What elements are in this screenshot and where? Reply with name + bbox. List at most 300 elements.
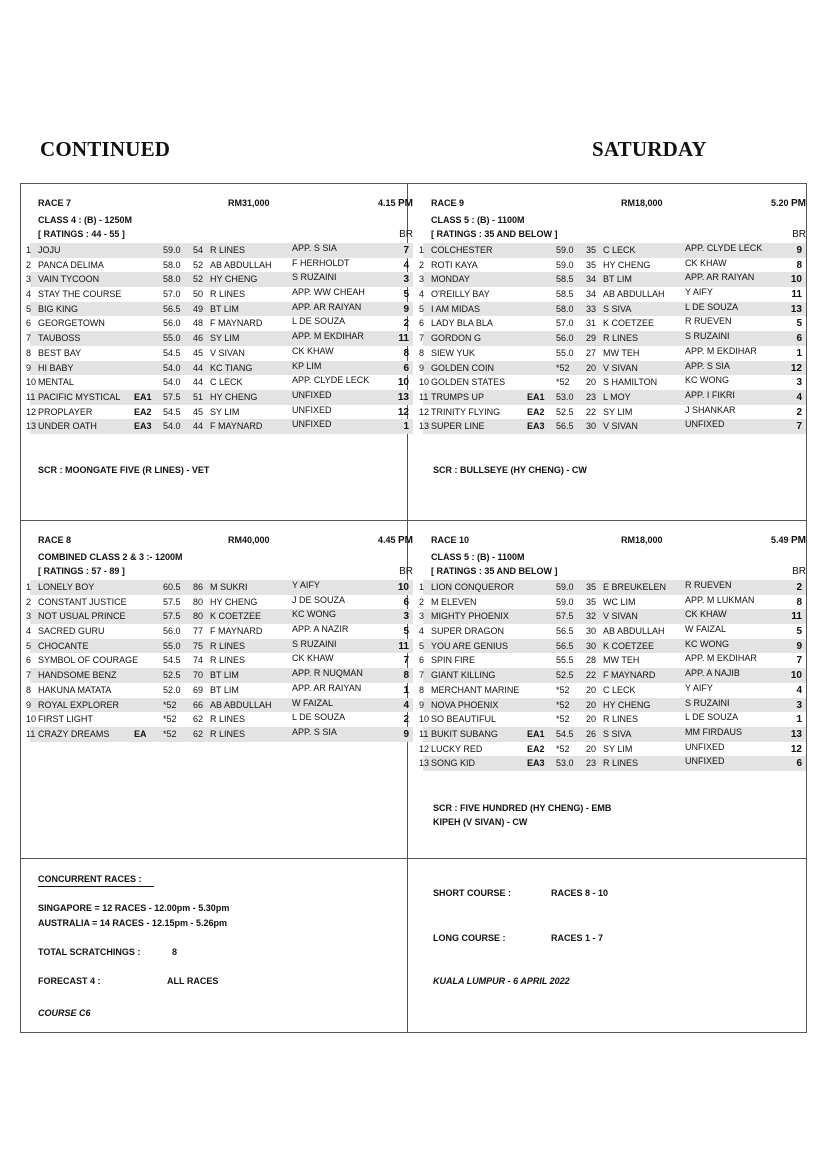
scratching-race-7: SCR : MOONGATE FIVE (R LINES) - VET: [38, 465, 210, 475]
horse-name: PANCA DELIMA: [38, 259, 104, 270]
barrier-draw: 5: [403, 289, 409, 301]
rating: 31: [586, 318, 597, 329]
runner-row: [20, 405, 413, 420]
race-prize: RM40,000: [228, 535, 270, 545]
entry-code: EA2: [134, 406, 152, 417]
weight: 57.5: [163, 391, 181, 402]
jockey-name: E BREUKELEN: [603, 582, 667, 592]
weight: 59.0: [556, 259, 574, 270]
runner-row: [413, 331, 806, 346]
header-day: SATURDAY: [592, 137, 707, 161]
trainer-name: CK KHAW: [685, 257, 727, 268]
weight: *52: [556, 714, 570, 725]
runner-number: 8: [26, 347, 32, 358]
runner-number: 13: [419, 758, 430, 769]
rating: 20: [586, 362, 597, 373]
weight: 54.0: [163, 377, 181, 388]
jockey-name: SY LIM: [210, 406, 240, 417]
jockey-name: HY CHENG: [210, 391, 258, 402]
rating: 23: [586, 391, 597, 402]
horse-name: SPIN FIRE: [431, 655, 476, 666]
horse-name: GORDON G: [431, 333, 482, 344]
trainer-name: APP. M EKDIHAR: [685, 653, 757, 664]
row-divider-bottom: [20, 858, 807, 859]
course-label: COURSE C6: [38, 1008, 91, 1018]
trainer-name: MM FIRDAUS: [685, 726, 742, 737]
horse-name: SUPER DRAGON: [431, 626, 505, 637]
race-ratings: [ RATINGS : 35 AND BELOW ]: [431, 229, 558, 239]
weight: *52: [163, 699, 177, 710]
horse-name: VAIN TYCOON: [38, 274, 100, 285]
scratching-race-10-b: KIPEH (V SIVAN) - CW: [433, 817, 528, 827]
race-prize: RM18,000: [621, 535, 663, 545]
runner-number: 7: [419, 333, 425, 344]
trainer-name: APP. M EKDIHAR: [685, 345, 757, 356]
trainer-name: S RUZAINI: [292, 272, 337, 283]
runner-row: [413, 668, 806, 683]
rating: 52: [193, 274, 204, 285]
runner-number: 1: [419, 582, 425, 592]
trainer-name: Y AIFY: [685, 287, 713, 298]
barrier-draw: 3: [796, 699, 802, 711]
runner-row: [20, 639, 413, 654]
race-title: RACE 7: [38, 198, 72, 208]
jockey-name: R LINES: [210, 289, 246, 300]
scratching-race-9: SCR : BULLSEYE (HY CHENG) - CW: [433, 465, 587, 475]
rating: 50: [193, 289, 204, 300]
runner-row: [20, 346, 413, 361]
barrier-draw: 10: [790, 670, 802, 682]
horse-name: GIANT KILLING: [431, 670, 496, 681]
barrier-draw: 5: [796, 318, 802, 330]
trainer-name: KC WONG: [685, 638, 729, 649]
entry-code: EA3: [527, 758, 545, 769]
rating: 22: [586, 406, 597, 417]
rating: 80: [193, 596, 204, 607]
jockey-name: R LINES: [603, 333, 639, 344]
runner-number: 4: [419, 289, 425, 300]
jockey-name: AB ABDULLAH: [603, 289, 665, 300]
race-prize: RM18,000: [621, 198, 663, 208]
jockey-name: R LINES: [210, 714, 246, 725]
row-divider-top: [20, 520, 807, 521]
rating: 52: [193, 259, 204, 270]
rating: 22: [586, 670, 597, 681]
barrier-draw: 4: [796, 684, 802, 696]
weight: 57.0: [163, 289, 181, 300]
barrier-draw: 9: [403, 303, 409, 315]
weight: 54.0: [163, 362, 181, 373]
runner-row: [20, 653, 413, 668]
total-scratchings-label: TOTAL SCRATCHINGS :: [38, 947, 141, 957]
horse-name: ROTI KAYA: [431, 259, 478, 270]
weight: 59.0: [163, 245, 181, 255]
weight: 59.0: [556, 596, 574, 607]
barrier-header: BR: [792, 566, 806, 577]
rating: 44: [193, 362, 204, 373]
barrier-draw: 2: [403, 714, 409, 726]
weight: 56.5: [556, 626, 574, 637]
runner-row: [20, 287, 413, 302]
jockey-name: R LINES: [603, 714, 639, 725]
race-ratings: [ RATINGS : 35 AND BELOW ]: [431, 566, 558, 576]
jockey-name: BT LIM: [210, 303, 239, 314]
entry-code: EA1: [134, 391, 152, 402]
barrier-draw: 13: [790, 303, 802, 315]
runner-row: [413, 639, 806, 654]
race-time-pm: PM: [791, 535, 806, 546]
runner-number: 1: [419, 245, 425, 255]
rating: 35: [586, 582, 597, 592]
horse-name: LION CONQUEROR: [431, 582, 515, 592]
jockey-name: R LINES: [210, 245, 246, 255]
weight: 58.0: [556, 303, 574, 314]
trainer-name: UNFIXED: [685, 756, 725, 767]
runner-row: [20, 258, 413, 273]
rating: 27: [586, 347, 597, 358]
rating: 51: [193, 391, 204, 402]
rating: 33: [586, 303, 597, 314]
horse-name: NOT USUAL PRINCE: [38, 611, 126, 622]
runner-row: [20, 361, 413, 376]
runner-row: [20, 595, 413, 610]
entry-code: EA2: [527, 743, 545, 754]
rating: 46: [193, 333, 204, 344]
barrier-draw: 5: [403, 626, 409, 638]
weight: *52: [556, 684, 570, 695]
weight: *52: [556, 699, 570, 710]
barrier-draw: 6: [403, 596, 409, 608]
runner-row: [413, 756, 806, 771]
horse-name: COLCHESTER: [431, 245, 493, 255]
trainer-name: S RUZAINI: [292, 638, 337, 649]
barrier-draw: 1: [796, 347, 802, 359]
trainer-name: UNFIXED: [292, 389, 332, 400]
runner-row: [413, 742, 806, 757]
horse-name: GOLDEN COIN: [431, 362, 495, 373]
rating: 35: [586, 259, 597, 270]
horse-name: NOVA PHOENIX: [431, 699, 499, 710]
barrier-draw: 8: [403, 347, 409, 359]
trainer-name: J SHANKAR: [685, 404, 736, 415]
short-course-label: SHORT COURSE :: [433, 888, 512, 898]
jockey-name: R LINES: [210, 655, 246, 666]
race-class: CLASS 5 : (B) - 1100M: [431, 552, 525, 562]
horse-name: MENTAL: [38, 377, 74, 388]
trainer-name: APP. A NAJIB: [685, 668, 740, 679]
jockey-name: SY LIM: [603, 406, 633, 417]
barrier-draw: 9: [796, 245, 802, 256]
weight: 58.5: [556, 289, 574, 300]
jockey-name: R LINES: [210, 728, 246, 739]
runner-number: 4: [419, 626, 425, 637]
entry-code: EA3: [134, 421, 152, 432]
barrier-draw: 8: [796, 259, 802, 271]
scratching-race-10-a: SCR : FIVE HUNDRED (HY CHENG) - EMB: [433, 803, 612, 813]
trainer-name: APP. AR RAIYAN: [292, 301, 362, 312]
runner-row: [413, 624, 806, 639]
rating: 75: [193, 640, 204, 651]
trainer-name: APP. WW CHEAH: [292, 287, 365, 298]
jockey-name: F MAYNARD: [210, 318, 263, 329]
location-date: KUALA LUMPUR - 6 APRIL 2022: [433, 976, 570, 986]
barrier-draw: 6: [403, 362, 409, 374]
horse-name: ROYAL EXPLORER: [38, 699, 120, 710]
trainer-name: W FAIZAL: [685, 624, 727, 635]
rating: 32: [586, 611, 597, 622]
weight: 58.5: [556, 274, 574, 285]
trainer-name: APP. AR RAIYAN: [685, 272, 755, 283]
weight: *52: [556, 377, 570, 388]
trainer-name: APP. I FIKRI: [685, 389, 735, 400]
runner-number: 12: [26, 406, 37, 417]
trainer-name: L DE SOUZA: [292, 712, 346, 723]
jockey-name: M SUKRI: [210, 582, 248, 592]
runner-row: [413, 361, 806, 376]
jockey-name: HY CHENG: [210, 274, 258, 285]
runner-number: 6: [26, 655, 32, 666]
trainer-name: J DE SOUZA: [292, 594, 346, 605]
race-class: CLASS 5 : (B) - 1100M: [431, 215, 525, 225]
runner-number: 9: [26, 699, 32, 710]
runner-row: [20, 302, 413, 317]
rating: 66: [193, 699, 204, 710]
runner-row: [413, 580, 806, 595]
weight: *52: [163, 728, 177, 739]
rating: 20: [586, 699, 597, 710]
rating: 48: [193, 318, 204, 329]
jockey-name: K COETZEE: [210, 611, 262, 622]
runner-number: 7: [26, 670, 32, 681]
horse-name: BIG KING: [38, 303, 79, 314]
trainer-name: F HERHOLDT: [292, 257, 350, 268]
runner-row: [413, 712, 806, 727]
trainer-name: APP. AR RAIYAN: [292, 682, 362, 693]
runner-row: [20, 698, 413, 713]
race-time: [378, 535, 413, 546]
weight: 52.0: [163, 684, 181, 695]
trainer-name: KC WONG: [685, 375, 729, 386]
runner-row: [413, 609, 806, 624]
barrier-draw: 4: [796, 391, 802, 403]
trainer-name: R RUEVEN: [685, 580, 732, 590]
entry-code: EA1: [527, 728, 545, 739]
race-title: RACE 9: [431, 198, 465, 208]
weight: 54.5: [556, 728, 574, 739]
runner-number: 9: [26, 362, 32, 373]
trainer-name: KP LIM: [292, 360, 322, 371]
runner-number: 11: [26, 728, 36, 739]
weight: *52: [556, 362, 570, 373]
jockey-name: C LECK: [210, 377, 243, 388]
runner-row: [413, 698, 806, 713]
runner-number: 1: [26, 245, 32, 255]
trainer-name: W FAIZAL: [292, 697, 334, 708]
race-time-value: 5.49: [770, 535, 789, 545]
trainer-name: UNFIXED: [292, 404, 332, 415]
horse-name: HAKUNA MATATA: [38, 684, 112, 695]
horse-name: STAY THE COURSE: [38, 289, 122, 300]
race-title: RACE 8: [38, 535, 72, 545]
runner-number: 5: [26, 303, 32, 314]
barrier-draw: 3: [796, 377, 802, 389]
runner-number: 11: [419, 391, 429, 402]
weight: 52.5: [556, 670, 574, 681]
barrier-draw: 10: [397, 582, 409, 593]
race-class: CLASS 4 : (B) - 1250M: [38, 215, 133, 225]
rating: 23: [586, 758, 597, 769]
jockey-name: R LINES: [210, 640, 246, 651]
horse-name: TRINITY FLYING: [431, 406, 501, 417]
weight: 52.5: [163, 670, 181, 681]
concurrent-races-title: CONCURRENT RACES :: [38, 874, 154, 887]
runner-row: [413, 419, 806, 434]
race-time-value: 5.20: [770, 198, 789, 208]
rating: 30: [586, 640, 597, 651]
rating: 30: [586, 421, 597, 432]
runner-number: 4: [26, 289, 32, 300]
weight: 56.5: [556, 640, 574, 651]
trainer-name: Y AIFY: [292, 580, 320, 590]
horse-name: SACRED GURU: [38, 626, 105, 637]
horse-name: M ELEVEN: [431, 596, 477, 607]
barrier-draw: 4: [403, 699, 409, 711]
trainer-name: APP. S SIA: [685, 360, 730, 371]
runner-row: [413, 287, 806, 302]
horse-name: YOU ARE GENIUS: [431, 640, 509, 651]
barrier-header: BR: [792, 229, 806, 240]
barrier-draw: 3: [403, 611, 409, 623]
runner-number: 10: [419, 714, 430, 725]
race-time-pm: PM: [398, 535, 413, 546]
runner-row: [413, 375, 806, 390]
long-course-value: RACES 1 - 7: [551, 933, 604, 943]
weight: 53.0: [556, 758, 574, 769]
runner-number: 7: [419, 670, 425, 681]
horse-name: HANDSOME BENZ: [38, 670, 117, 681]
jockey-name: L MOY: [603, 391, 631, 402]
runner-number: 6: [419, 655, 425, 666]
rating: 80: [193, 611, 204, 622]
horse-name: PROPLAYER: [38, 406, 93, 417]
rating: 20: [586, 714, 597, 725]
rating: 20: [586, 743, 597, 754]
runner-number: 4: [26, 626, 32, 637]
horse-name: SYMBOL OF COURAGE: [38, 655, 139, 666]
jockey-name: HY CHENG: [603, 699, 651, 710]
runner-row: [20, 419, 413, 434]
horse-name: GOLDEN STATES: [431, 377, 506, 388]
rating: 77: [193, 626, 204, 637]
horse-name: SIEW YUK: [431, 347, 475, 358]
jockey-name: C LECK: [603, 245, 636, 255]
runner-number: 3: [419, 274, 425, 285]
weight: 60.5: [163, 582, 181, 592]
horse-name: CRAZY DREAMS: [38, 728, 110, 739]
runner-number: 8: [26, 684, 32, 695]
weight: 56.0: [556, 333, 574, 344]
runner-number: 11: [26, 391, 36, 402]
jockey-name: BT LIM: [210, 684, 239, 695]
trainer-name: APP. S SIA: [292, 243, 337, 253]
jockey-name: F MAYNARD: [210, 421, 263, 432]
runner-row: [20, 272, 413, 287]
runner-table: [413, 580, 806, 771]
jockey-name: MW TEH: [603, 655, 640, 666]
runner-number: 12: [419, 743, 430, 754]
runner-row: [20, 331, 413, 346]
barrier-draw: 10: [790, 274, 802, 286]
trainer-name: APP. R NUQMAN: [292, 668, 363, 679]
horse-name: FIRST LIGHT: [38, 714, 93, 725]
barrier-header: BR: [399, 229, 413, 240]
horse-name: TAUBOSS: [38, 333, 81, 344]
runner-number: 10: [419, 377, 430, 388]
horse-name: CHOCANTE: [38, 640, 89, 651]
weight: 56.0: [163, 626, 181, 637]
jockey-name: S SIVA: [603, 728, 632, 739]
barrier-draw: 9: [796, 640, 802, 652]
race-title: RACE 10: [431, 535, 470, 545]
runner-number: 10: [26, 377, 37, 388]
barrier-draw: 13: [790, 728, 802, 740]
runner-row: [20, 390, 413, 405]
short-course-value: RACES 8 - 10: [551, 888, 609, 898]
jockey-name: K COETZEE: [603, 318, 655, 329]
horse-name: UNDER OATH: [38, 421, 97, 432]
barrier-draw: 12: [790, 743, 802, 755]
runner-number: 10: [26, 714, 37, 725]
runner-row: [413, 272, 806, 287]
jockey-name: C LECK: [603, 684, 636, 695]
weight: 54.5: [163, 347, 181, 358]
weight: 56.5: [556, 421, 574, 432]
runner-row: [413, 346, 806, 361]
rating: 30: [586, 626, 597, 637]
weight: 52.5: [556, 406, 574, 417]
jockey-name: S SIVA: [603, 303, 632, 314]
weight: 56.0: [163, 318, 181, 329]
horse-name: O'REILLY BAY: [431, 289, 490, 300]
jockey-name: K COETZEE: [603, 640, 655, 651]
barrier-draw: 12: [397, 406, 409, 418]
rating: 35: [586, 596, 597, 607]
trainer-name: KC WONG: [292, 609, 336, 620]
jockey-name: BT LIM: [603, 274, 632, 285]
trainer-name: APP. CLYDE LECK: [685, 243, 763, 253]
barrier-draw: 10: [397, 377, 409, 389]
barrier-draw: 9: [403, 728, 409, 740]
weight: 55.0: [163, 333, 181, 344]
runner-number: 2: [419, 596, 425, 607]
weight: 58.0: [163, 259, 181, 270]
trainer-name: L DE SOUZA: [292, 316, 346, 327]
rating: 20: [586, 377, 597, 388]
weight: 56.5: [163, 303, 181, 314]
runner-number: 2: [26, 596, 32, 607]
runner-number: 8: [419, 347, 425, 358]
barrier-draw: 8: [403, 670, 409, 682]
barrier-draw: 1: [796, 714, 802, 726]
weight: 57.5: [163, 596, 181, 607]
runner-number: 5: [419, 640, 425, 651]
rating: 26: [586, 728, 597, 739]
runner-row: [20, 624, 413, 639]
trainer-name: S RUZAINI: [685, 697, 730, 708]
barrier-draw: 1: [403, 421, 409, 433]
australia-races: AUSTRALIA = 14 RACES - 12.15pm - 5.26pm: [38, 918, 227, 928]
barrier-draw: 7: [403, 655, 409, 667]
